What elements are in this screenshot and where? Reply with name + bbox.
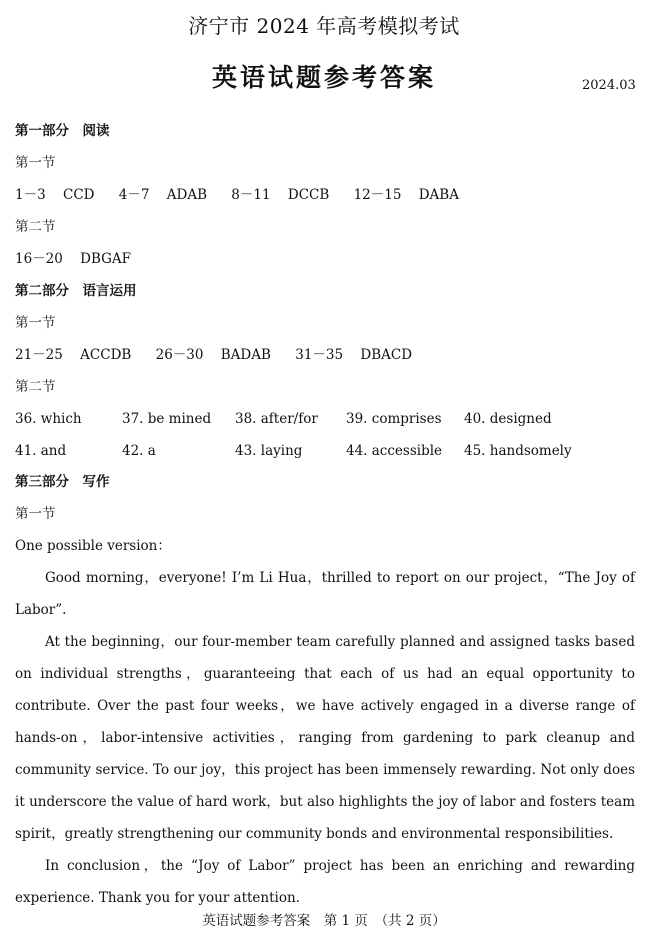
essay-version-label: One possible version： (15, 538, 171, 554)
answer-value: CCD (62, 187, 95, 203)
answer-range: 12－15 (353, 187, 402, 203)
answer-value: BADAB (220, 347, 271, 363)
part3-heading: 第三部分 写作 (15, 474, 110, 490)
part1-section1-label: 第一节 (15, 155, 56, 171)
answer-value: ADAB (166, 187, 207, 203)
part1-section2-label: 第二节 (15, 219, 56, 235)
answer-range: 4－7 (118, 187, 150, 203)
exam-title: 济宁市 2024 年高考模拟考试 (188, 14, 460, 38)
answer-value: ACCDB (80, 347, 132, 363)
answer-item: 44. accessible (346, 443, 443, 459)
document-title: 英语试题参考答案 (211, 63, 436, 92)
essay-paragraph: In conclusion，the “Joy of Labor” project has been an enriching and rewarding experience. Thank you for your attention. (15, 858, 635, 906)
answer-item: 37. be mined (122, 411, 212, 427)
answer-range: 26－30 (155, 347, 204, 363)
part1-heading: 第一部分 阅读 (15, 123, 110, 139)
answer-range: 31－35 (295, 347, 344, 363)
answer-item: 41. and (15, 443, 67, 459)
part3-section1-label: 第一节 (15, 506, 56, 522)
page-footer: 英语试题参考答案 第 1 页 （共 2 页） (202, 913, 446, 929)
answer-value: DBGAF (80, 251, 132, 267)
answer-item: 40. designed (464, 411, 552, 427)
part1-section2-answers (15, 250, 144, 268)
essay-paragraph: Good morning，everyone! I’m Li Hua，thrilled to report on our project，“The Joy of Labor”. (15, 570, 635, 618)
part2-heading: 第二部分 语言运用 (15, 283, 137, 299)
sample-essay (15, 562, 635, 914)
part2-section1-label: 第一节 (15, 315, 56, 331)
part1-section1-answers (15, 186, 472, 204)
document-date: 2024.03 (582, 78, 636, 93)
part2-section2-label: 第二节 (15, 379, 56, 395)
answer-range: 8－11 (231, 187, 271, 203)
answer-range: 16－20 (15, 251, 63, 267)
part2-section2-row2 (15, 442, 635, 460)
answer-item: 42. a (122, 443, 156, 459)
answer-value: DBACD (360, 347, 413, 363)
part2-section1-answers (15, 346, 425, 364)
answer-value: DABA (418, 187, 459, 203)
part2-section2-row1 (15, 410, 635, 428)
answer-item: 38. after/for (235, 411, 318, 427)
answer-range: 21－25 (15, 347, 63, 363)
answer-range: 1－3 (15, 187, 46, 203)
answer-item: 36. which (15, 411, 82, 427)
answer-value: DCCB (287, 187, 330, 203)
answer-item: 43. laying (235, 443, 303, 459)
answer-item: 45. handsomely (464, 443, 572, 459)
essay-paragraph: At the beginning，our four-member team carefully planned and assigned tasks based on individual strengths，guaranteeing that each of us had an equal opportunity to contribute. Over the past four weeks，we have actively engaged in a diverse range of hands-on，labor-intensive activities，ranging from gardening to park cleanup and community service. To our joy，this project has been immensely rewarding. Not only does it underscore the value of hard work，but also highlights the joy of labor and fosters team spirit，greatly strengthening our community bonds and environmental responsibilities. (15, 634, 635, 842)
answer-item: 39. comprises (346, 411, 442, 427)
